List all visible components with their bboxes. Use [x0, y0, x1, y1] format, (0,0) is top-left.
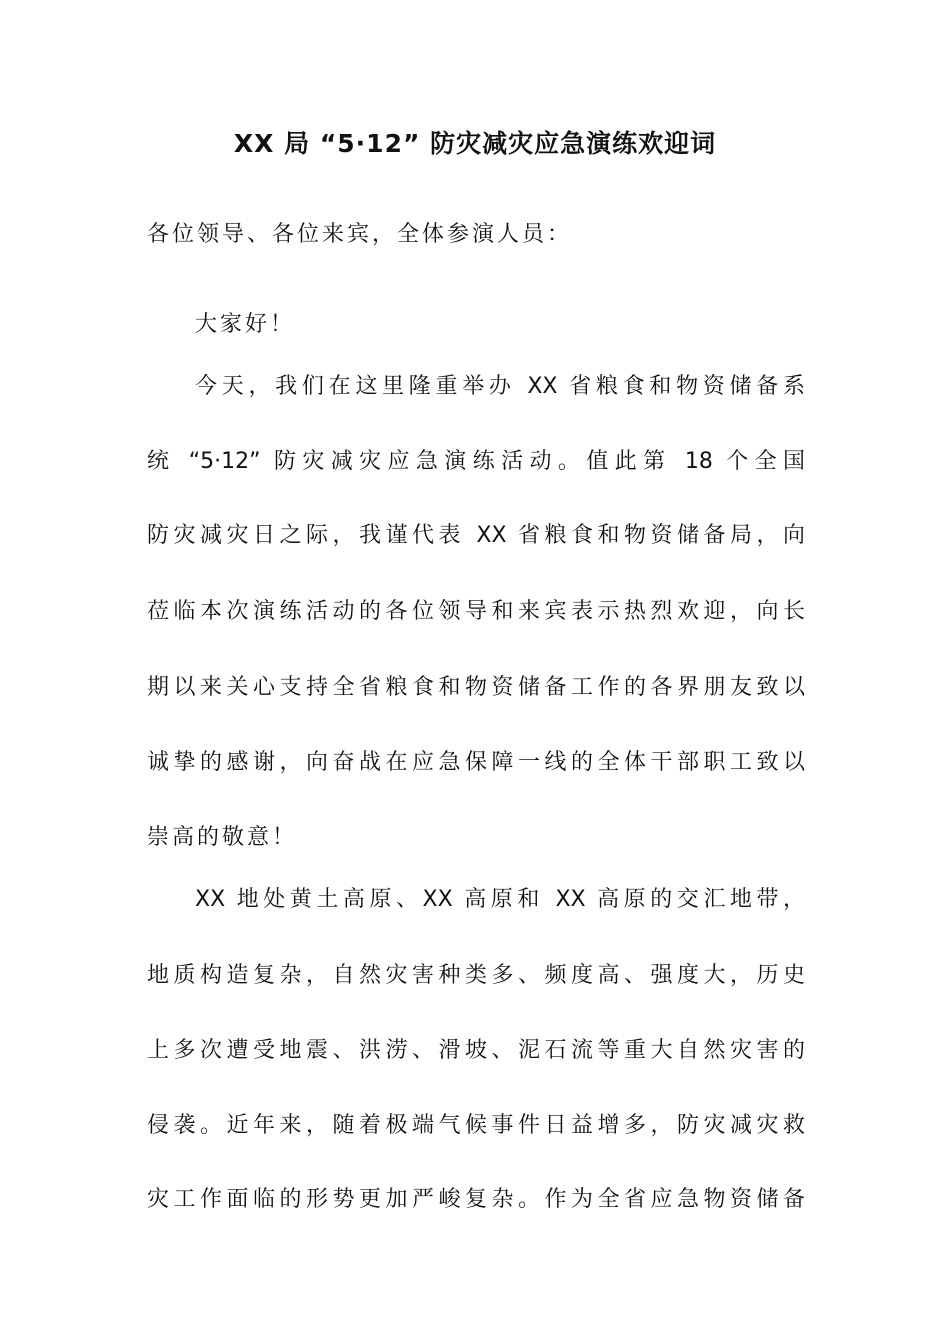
salutation: 各位领导、各位来宾，全体参演人员： — [147, 222, 573, 247]
paragraph-line: 期以来关心支持全省粮食和物资储备工作的各界朋友致以 — [147, 675, 805, 700]
paragraph-line: 崇高的敬意！ — [147, 825, 298, 850]
paragraph-line: 莅临本次演练活动的各位领导和来宾表示热烈欢迎，向长 — [147, 599, 805, 624]
paragraph-line: 地质构造复杂，自然灾害种类多、频度高、强度大，历史 — [147, 963, 805, 988]
paragraph-line: 上多次遭受地震、洪涝、滑坡、泥石流等重大自然灾害的 — [147, 1038, 805, 1063]
paragraph-line: 侵袭。近年来，随着极端气候事件日益增多，防灾减灾救 — [147, 1113, 805, 1138]
paragraph-line: 今天，我们在这里隆重举办 XX 省粮食和物资储备系 — [195, 374, 805, 399]
document-title: XX 局 “5·12” 防灾减灾应急演练欢迎词 — [233, 129, 717, 158]
paragraph-line: XX 地处黄土高原、XX 高原和 XX 高原的交汇地带， — [195, 887, 805, 912]
paragraph-line: 防灾减灾日之际，我谨代表 XX 省粮食和物资储备局，向 — [147, 523, 805, 548]
paragraph-line: 统 “5·12” 防灾减灾应急演练活动。值此第 18 个全国 — [147, 449, 805, 474]
greeting: 大家好！ — [195, 312, 296, 337]
paragraph-line: 灾工作面临的形势更加严峻复杂。作为全省应急物资储备 — [147, 1187, 805, 1212]
paragraph-line: 诚挚的感谢，向奋战在应急保障一线的全体干部职工致以 — [147, 750, 805, 775]
